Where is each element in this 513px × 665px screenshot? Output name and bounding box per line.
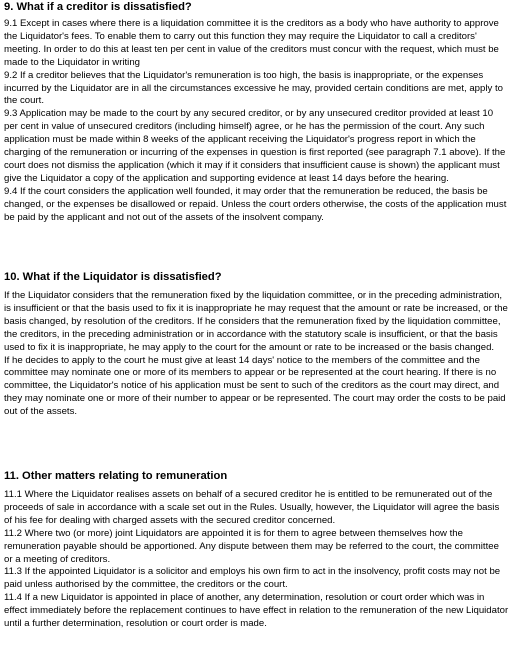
paragraph-9-2: 9.2 If a creditor believes that the Liquidator's remuneration is too high, the basis is inappropriate, or the expenses incurred by the Liquidator are in all the circumstances excessive he may, provided certain conditions are met, apply to the court.	[4, 69, 503, 107]
section-creditor-dissatisfied	[4, 0, 509, 225]
section-heading: 11. Other matters relating to remuneration	[4, 470, 228, 482]
paragraph-9-4: 9.4 If the court considers the application well founded, it may order that the remuneration be reduced, the basis be changed, or the expenses be disallowed or repaid. Unless the court orders otherwise, the costs of the application must be paid by the applicant and not out of the assets of the insolvent company.	[4, 185, 507, 223]
section-heading: 9. What if a creditor is dissatisfied?	[4, 1, 192, 13]
paragraph-11-3: 11.3 If the appointed Liquidator is a solicitor and employs his own firm to act in the insolvency, profit costs may not be paid unless authorised by the committee, the creditors or the court.	[4, 566, 501, 591]
section-other-matters	[4, 469, 509, 631]
paragraph-9-1: 9.1 Except in cases where there is a liquidation committee it is the creditors as a body who have authority to approve the Liquidator's fees. To enable them to carry out this function they may require the Liquidator to call a creditors' meeting. In order to do this at least ten per cent in value of the creditors must concur with the request, which must be made to the Liquidator in writing	[4, 18, 499, 68]
paragraph-11-2: 11.2 Where two (or more) joint Liquidators are appointed it is for them to agree between themselves how the remuneration payable should be apportioned. Any dispute between them may be referred to the court, the committee or a meeting of creditors.	[4, 527, 499, 565]
paragraph-10-b: If he decides to apply to the court he must give at least 14 days' notice to the members of the committee and the committee may nominate one or more of its members to appear or be represented at the court hearing. If there is no committee, the Liquidator's notice of his application must be sent to such of the creditors as the court may direct, and they may nominate one or more of their number to appear or be represented. The court may order the costs to be paid out of the assets.	[4, 354, 506, 418]
paragraph-11-4: 11.4 If a new Liquidator is appointed in place of another, any determination, resolution or court order which was in effect immediately before the replacement continues to have effect in relation to the remuneration of the new Liquidator until a further determination, resolution or court order is made.	[4, 592, 509, 630]
paragraph-10-a: If the Liquidator considers that the remuneration fixed by the liquidation committee, or in the preceding administration, is insufficient or that the basis used to fix it is inappropriate he may request that the amount or rate be increased, or the basis changed, by resolution of the creditors. If he considers that the remuneration fixed by the liquidation committee, the creditors, in the preceding administration or in accordance with the statutory scale is insufficient, or that the basis used to fix it is inappropriate, he may apply to the court for the amount or rate to be increased or the basis changed.	[4, 290, 508, 353]
section-liquidator-dissatisfied	[4, 270, 509, 419]
paragraph-11-1: 11.1 Where the Liquidator realises assets on behalf of a secured creditor he is entitled to be remunerated out of the proceeds of sale in accordance with a scale set out in the Rules. Usually, however, the Liquidator will agree the basis of his fee for dealing with charged assets with the secured creditor concerned.	[4, 489, 500, 526]
paragraph-9-3: 9.3 Application may be made to the court by any secured creditor, or by any unsecured creditor provided at least 10 per cent in value of unsecured creditors (including himself) agree, or he has the permission of the court. Any such application must be made within 8 weeks of the applicant receiving the Liquidator's progress report in which the charging of the remuneration or incurring of the expenses in question is first reported (see paragraph 7.1 above). If the court does not dismiss the application (which it may if it considers that insufficient cause is shown) the applicant must give the Liquidator a copy of the application and supporting evidence at least 14 days before the hearing.	[4, 108, 506, 184]
section-heading: 10. What if the Liquidator is dissatisfied?	[4, 271, 222, 283]
